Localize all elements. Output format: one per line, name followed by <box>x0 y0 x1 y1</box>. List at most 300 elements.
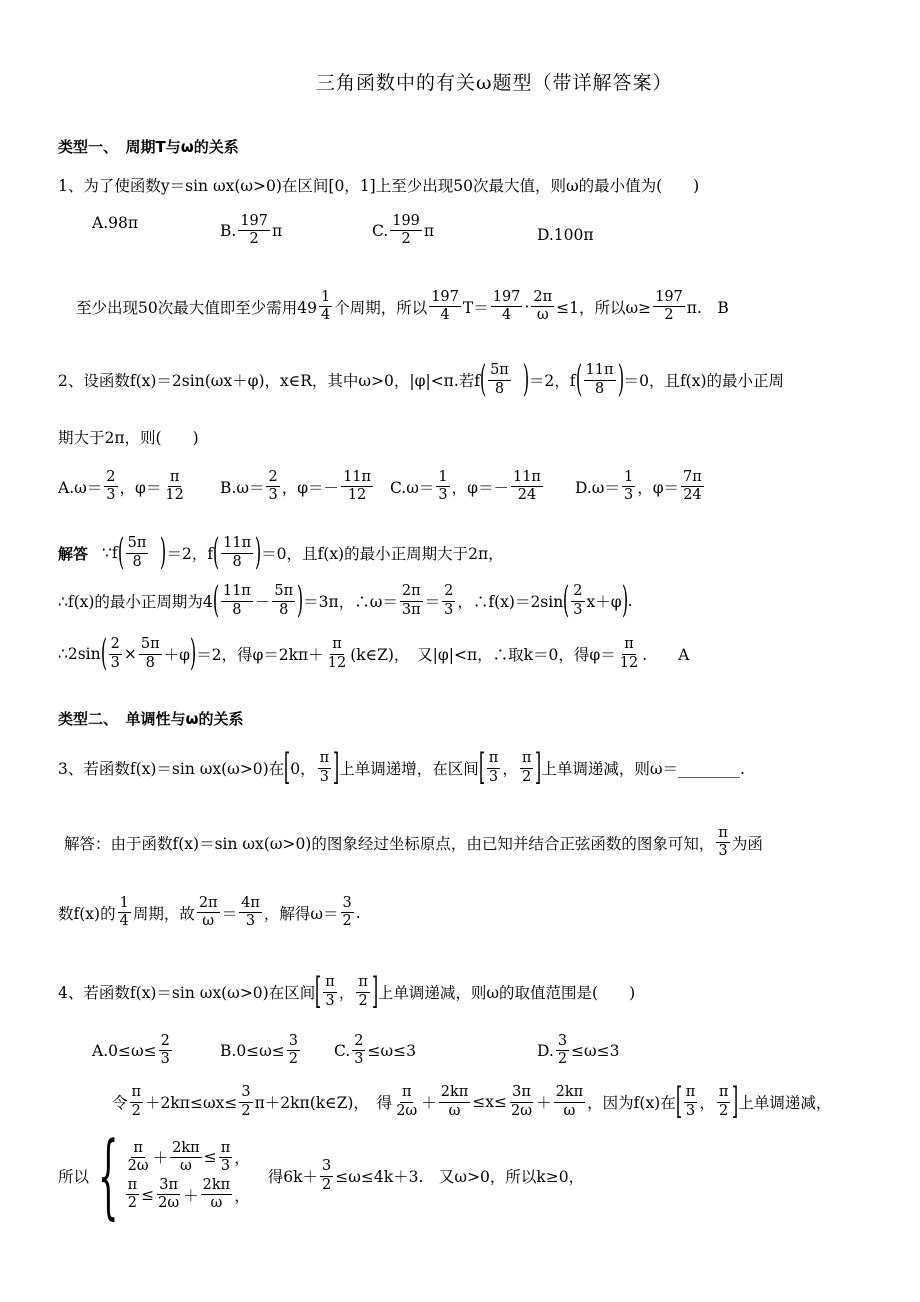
solution-text: ，因为f(x)在 <box>587 1094 676 1112</box>
answer-text: ，∴f(x)＝2sin <box>457 593 564 611</box>
denominator: 3 <box>220 1157 231 1174</box>
fraction <box>323 975 337 1008</box>
denominator: 4 <box>440 307 450 324</box>
fraction <box>622 470 635 503</box>
stem-text: 2、设函数f(x)＝2sin(ωx＋φ)，x∈R，其中ω>0，|φ|<π.若f <box>58 372 481 390</box>
fraction <box>320 1159 333 1192</box>
numerator: 7π <box>681 470 704 487</box>
fraction <box>126 1178 140 1211</box>
denominator: ω <box>180 1157 192 1174</box>
question-2-answer-line1 <box>58 532 504 573</box>
fraction <box>170 1141 202 1174</box>
denominator: 4 <box>501 307 512 324</box>
solution-text: ≤x≤ <box>472 1093 508 1111</box>
solution-text: 上单调递减， <box>738 1094 832 1112</box>
question-2-answer-line3 <box>58 633 690 674</box>
numerator: π <box>168 470 182 487</box>
denominator: 4 <box>119 913 129 930</box>
solution-text: ＝ <box>221 904 238 923</box>
fraction <box>104 470 117 503</box>
answer-text: . <box>627 592 633 610</box>
stem-text: ， <box>502 760 518 778</box>
fraction <box>618 637 640 670</box>
question-1-option-a <box>92 214 138 232</box>
solution-text: ， <box>699 1094 715 1112</box>
fraction <box>239 1085 252 1118</box>
fraction <box>130 1085 144 1118</box>
denominator: 8 <box>232 553 242 570</box>
denominator: 8 <box>145 654 155 671</box>
solution-text: 数f(x)的 <box>58 904 116 923</box>
fraction <box>520 751 534 784</box>
fraction <box>684 1085 698 1118</box>
option-text: A.98π <box>92 214 139 232</box>
denominator: 3 <box>488 768 499 785</box>
solution-text: ，解得ω＝ <box>263 904 339 923</box>
answer-text: x＋φ <box>586 593 622 611</box>
paren-open: ( <box>479 359 487 400</box>
fraction <box>400 584 423 617</box>
bracket-close: ] <box>371 971 379 1012</box>
solution-text: ＋ <box>421 1094 437 1112</box>
numerator: π <box>219 1141 233 1158</box>
numerator: 197 <box>491 290 523 307</box>
option-text: π <box>272 221 283 240</box>
fraction <box>531 290 554 323</box>
numerator: π <box>126 1178 140 1195</box>
solution-text: ＋2kπ≤ωx≤ <box>145 1094 238 1112</box>
solution-text: ＋ <box>183 1186 199 1205</box>
denominator: 2 <box>557 1051 568 1068</box>
numerator: 2π <box>531 290 554 307</box>
numerator: 2kπ <box>439 1085 471 1102</box>
fraction <box>238 214 270 247</box>
denominator: 3 <box>354 1051 364 1068</box>
denominator: 3 <box>160 1051 170 1068</box>
denominator: 8 <box>132 553 142 570</box>
fraction <box>126 1141 151 1174</box>
fraction <box>266 470 279 503</box>
denominator: 2 <box>664 307 674 324</box>
denominator: 3 <box>623 487 634 504</box>
denominator: ω <box>210 1195 223 1212</box>
denominator: 3 <box>444 601 454 618</box>
fraction <box>352 1034 365 1067</box>
denominator: 2 <box>521 768 532 785</box>
numerator: 11π <box>511 470 543 487</box>
question-2-option-d <box>575 470 706 503</box>
question-3-stem <box>58 747 745 788</box>
question-4-solution-line2 <box>58 1122 585 1229</box>
option-text: A.0≤ω≤ <box>92 1041 157 1060</box>
answer-text: ＋φ <box>163 646 191 664</box>
numerator: 3π <box>157 1178 180 1195</box>
fraction <box>509 1085 534 1118</box>
numerator: π <box>684 1085 698 1102</box>
question-4-solution-line1 <box>112 1081 832 1122</box>
option-text: B.ω＝ <box>220 478 265 497</box>
denominator: 12 <box>347 487 367 504</box>
numerator: π <box>130 1085 144 1102</box>
solution-text: 个周期，所以 <box>334 298 428 317</box>
numerator: 1 <box>118 896 131 913</box>
numerator: π <box>318 751 332 768</box>
denominator: 2 <box>241 1102 251 1119</box>
denominator: 2ω <box>511 1102 533 1119</box>
paren-close: ) <box>621 580 628 621</box>
fraction <box>109 637 122 670</box>
denominator: 3 <box>325 992 335 1009</box>
numerator: 2kπ <box>201 1178 233 1195</box>
answer-text: ＝2，得φ＝2kπ＋ <box>196 646 324 664</box>
option-text: D.100π <box>537 226 594 244</box>
fraction <box>272 584 295 617</box>
stem-text: 上单调递减，则ω的取值范围是( ) <box>377 984 636 1002</box>
option-text: π <box>423 221 435 240</box>
answer-text: ∵f <box>102 544 118 562</box>
numerator: 2 <box>571 584 584 601</box>
solution-text: π＋2kπ(k∈Z)， 得 <box>254 1094 393 1112</box>
numerator: π <box>622 637 636 654</box>
section-heading-type2 <box>58 708 244 729</box>
fraction <box>318 751 332 784</box>
stem-text: 上单调递减，则ω＝________. <box>541 760 745 778</box>
denominator: 3 <box>685 1102 696 1119</box>
numerator: 2π <box>400 584 423 601</box>
fraction <box>390 214 422 247</box>
option-label: C. <box>372 221 389 240</box>
heading-text: 类型一、 周期T与ω的关系 <box>58 138 239 156</box>
paren-open: ( <box>117 532 124 573</box>
paren-open: ( <box>563 580 570 621</box>
denominator: 2 <box>401 231 411 248</box>
option-text: ≤ω≤3 <box>367 1041 416 1060</box>
fraction <box>716 826 730 859</box>
fraction <box>201 1178 233 1211</box>
fraction <box>584 363 616 396</box>
numerator: 2 <box>352 1034 365 1051</box>
bracket-open: [ <box>478 747 485 788</box>
fraction <box>429 290 461 323</box>
fraction <box>118 896 131 929</box>
numerator: 3 <box>556 1034 569 1051</box>
denominator: 3π <box>401 601 421 618</box>
numerator: 4π <box>239 896 262 913</box>
solution-text: 为函 <box>731 834 763 853</box>
paren-open: ( <box>575 359 582 400</box>
numerator: 197 <box>653 290 685 307</box>
fraction <box>439 1085 471 1118</box>
fraction <box>394 1085 419 1118</box>
fraction <box>156 1178 181 1211</box>
numerator: 11π <box>221 536 253 553</box>
numerator: 2 <box>104 470 117 487</box>
fraction <box>717 1085 731 1118</box>
fraction <box>159 1034 172 1067</box>
section-heading-type1 <box>58 136 239 157</box>
question-1-option-d <box>537 226 594 244</box>
solution-text: 得6k＋ <box>267 1168 318 1186</box>
option-text: C.ω＝ <box>390 478 435 497</box>
denominator: 8 <box>279 601 289 618</box>
question-2-option-c <box>390 470 545 503</box>
numerator: 3 <box>320 1159 333 1176</box>
question-2-stem <box>58 359 785 400</box>
denominator: 3 <box>718 843 728 860</box>
fraction <box>571 584 584 617</box>
fraction <box>219 1141 233 1174</box>
solution-text: ， <box>234 1149 250 1168</box>
denominator: 2 <box>322 1176 332 1193</box>
answer-text: ＝3π，∴ω＝ <box>303 593 398 611</box>
fraction <box>491 290 523 323</box>
solution-text: 令 <box>112 1094 128 1112</box>
solution-text: ≤ <box>141 1185 155 1204</box>
option-text: ，φ＝－ <box>281 478 340 497</box>
option-text: ≤ω≤3 <box>571 1041 620 1060</box>
denominator: 2 <box>249 231 259 248</box>
denominator: 8 <box>494 380 505 397</box>
question-2-option-b <box>220 470 375 503</box>
stem-text: 3、若函数f(x)＝sin ωx(ω>0)在 <box>58 760 285 778</box>
denominator: 3 <box>106 487 116 504</box>
denominator: 2 <box>288 1051 299 1068</box>
denominator: 12 <box>165 487 184 504</box>
paren-close: ) <box>254 532 262 573</box>
fraction <box>221 584 253 617</box>
denominator: 3 <box>268 487 278 504</box>
numerator: π <box>716 826 730 843</box>
bracket-close: ] <box>333 747 340 788</box>
numerator: 2 <box>442 584 455 601</box>
bracket-close: ] <box>535 747 542 788</box>
numerator: 11π <box>341 470 373 487</box>
denominator: 3 <box>573 601 583 618</box>
solution-text: π. B <box>686 298 729 317</box>
bracket-open: [ <box>315 971 322 1012</box>
stem-text: ＝2，f <box>528 372 576 390</box>
numerator: 2π <box>197 896 220 913</box>
denominator: 4 <box>320 307 331 324</box>
fraction <box>163 470 185 503</box>
numerator: 5π <box>139 637 162 654</box>
title-text: 三角函数中的有关ω题型（带详解答案） <box>316 72 673 94</box>
numerator: 5π <box>272 584 295 601</box>
option-text: ，φ＝ <box>637 478 680 497</box>
fraction <box>554 1085 586 1118</box>
denominator: 8 <box>594 380 605 397</box>
question-4-option-c <box>334 1034 416 1067</box>
fraction <box>319 290 332 323</box>
inequality-system <box>89 1122 250 1229</box>
denominator: 2ω <box>396 1102 418 1119</box>
stem-text: 上单调递增，在区间 <box>339 760 479 778</box>
paren-close: ) <box>617 359 624 400</box>
denominator: 3 <box>110 654 120 671</box>
question-4-option-d <box>537 1034 620 1067</box>
answer-text: ＝ <box>424 593 441 611</box>
question-4-option-b <box>220 1034 302 1067</box>
numerator: 3 <box>287 1034 300 1051</box>
fraction <box>681 470 704 503</box>
denominator: 3 <box>319 768 330 785</box>
solution-text: . <box>355 903 361 922</box>
solution-text: 周期，故 <box>132 904 195 923</box>
answer-label: 解答 <box>58 544 89 563</box>
solution-text: T＝ <box>462 298 489 317</box>
numerator: 2kπ <box>554 1085 586 1102</box>
paren-close: ) <box>522 359 530 400</box>
fraction <box>341 896 354 929</box>
numerator: 1 <box>622 470 635 487</box>
system-row-1 <box>124 1141 250 1174</box>
numerator: 199 <box>390 214 422 231</box>
question-4-stem <box>58 971 636 1012</box>
fraction <box>556 1034 569 1067</box>
answer-text: ∴2sin <box>58 645 101 663</box>
stem-text: 4、若函数f(x)＝sin ωx(ω>0)在区间 <box>58 984 316 1002</box>
paren-open: ( <box>212 532 220 573</box>
solution-text: ＋ <box>536 1094 552 1112</box>
heading-text: 类型二、 单调性与ω的关系 <box>58 710 244 728</box>
answer-text: . A <box>642 646 690 664</box>
system-rows <box>124 1141 250 1212</box>
numerator: 3 <box>341 896 354 913</box>
denominator: ω <box>563 1102 576 1119</box>
denominator: 24 <box>683 487 702 504</box>
option-text: B.0≤ω≤ <box>220 1041 285 1060</box>
denominator: 12 <box>619 654 639 671</box>
stem-text: 1、为了使函数y＝sin ωx(ω>0)在区间[0，1]上至少出现50次最大值，则ω的最小值为( ) <box>58 177 700 195</box>
answer-text: ∴f(x)的最小正周期为4 <box>58 593 213 611</box>
solution-text: 至少出现50次最大值即至少需用49 <box>76 298 317 317</box>
solution-text: 解答：由于函数f(x)＝sin ωx(ω>0)的图象经过坐标原点，由已知并结合正弦函数的图象可知， <box>64 834 715 853</box>
bracket-open: [ <box>284 747 291 788</box>
fraction <box>436 470 449 503</box>
denominator: 2 <box>127 1195 137 1212</box>
fraction <box>653 290 685 323</box>
paren-open: ( <box>100 633 107 674</box>
option-text: ，φ＝－ <box>451 478 509 497</box>
fraction <box>221 536 253 569</box>
fraction <box>326 637 348 670</box>
question-3-solution-line2 <box>58 896 361 929</box>
numerator: 197 <box>429 290 461 307</box>
question-1-option-b <box>220 214 282 247</box>
solution-text: ≤ω≤4k＋3. 又ω>0，所以k≥0， <box>335 1168 585 1186</box>
numerator: 1 <box>436 470 449 487</box>
option-text: A.ω＝ <box>58 478 103 497</box>
bracket-close: ] <box>732 1081 739 1122</box>
paren-close: ) <box>189 633 197 674</box>
fraction <box>356 975 370 1008</box>
question-2-option-a <box>58 470 188 503</box>
solution-text: ≤ <box>203 1148 217 1167</box>
denominator: 24 <box>517 487 537 504</box>
solution-text: · <box>524 297 530 316</box>
question-2-answer-line2 <box>58 580 633 621</box>
question-4-option-a <box>92 1034 174 1067</box>
denominator: 2 <box>131 1102 141 1119</box>
question-1-solution <box>76 290 729 323</box>
question-3-solution-line1 <box>64 826 763 859</box>
numerator: 11π <box>221 584 253 601</box>
numerator: 11π <box>584 363 616 380</box>
page-title <box>316 68 673 95</box>
answer-text: × <box>123 645 137 663</box>
numerator: π <box>323 975 337 992</box>
denominator: 2ω <box>127 1157 149 1174</box>
solution-text: 所以 <box>58 1168 90 1186</box>
numerator: π <box>487 751 501 768</box>
fraction <box>487 751 501 784</box>
numerator: π <box>356 975 370 992</box>
numerator: π <box>131 1141 145 1158</box>
solution-text: ， <box>234 1186 250 1205</box>
numerator: 3 <box>239 1085 252 1102</box>
option-label: B. <box>220 221 237 240</box>
paren-open: ( <box>212 580 219 621</box>
fraction <box>239 896 262 929</box>
numerator: π <box>330 637 344 654</box>
option-text: ，φ＝ <box>119 478 162 497</box>
question-2-stem-cont <box>58 426 199 448</box>
bracket-open: [ <box>675 1081 682 1122</box>
question-1-stem <box>58 174 699 196</box>
stem-text: ＝0，且f(x)的最小正周 <box>623 372 785 390</box>
fraction <box>287 1034 300 1067</box>
numerator: 3π <box>510 1085 533 1102</box>
numerator: 2 <box>109 637 122 654</box>
numerator: 5π <box>488 363 511 380</box>
denominator: 2ω <box>158 1195 180 1212</box>
numerator: π <box>717 1085 731 1102</box>
brace-open: { <box>98 1122 119 1229</box>
numerator: π <box>400 1085 414 1102</box>
denominator: 8 <box>232 601 242 618</box>
solution-text: ≤1，所以ω≥ <box>556 298 652 317</box>
numerator: 2 <box>266 470 279 487</box>
option-text: D.ω＝ <box>575 478 620 497</box>
answer-text: － <box>254 593 271 611</box>
denominator: ω <box>448 1102 461 1119</box>
denominator: ω <box>202 913 215 930</box>
numerator: 1 <box>319 290 332 307</box>
denominator: 2 <box>342 913 352 930</box>
fraction <box>197 896 220 929</box>
denominator: ω <box>536 307 549 324</box>
option-text: C. <box>334 1041 351 1060</box>
fraction <box>442 584 455 617</box>
denominator: 2 <box>358 992 368 1009</box>
question-1-option-c <box>372 214 434 247</box>
fraction <box>341 470 373 503</box>
answer-text: (k∈Z)， 又|φ|<π，∴取k＝0，得φ＝ <box>350 646 616 664</box>
fraction <box>511 470 543 503</box>
stem-text: 期大于2π，则( ) <box>58 429 199 447</box>
numerator: 2kπ <box>170 1141 202 1158</box>
stem-text: ， <box>338 984 355 1002</box>
paren-close: ) <box>160 532 167 573</box>
numerator: 5π <box>126 536 149 553</box>
answer-text: ＝2，f <box>166 545 214 563</box>
numerator: π <box>520 751 534 768</box>
denominator: 3 <box>438 487 448 504</box>
answer-text: ＝0，且f(x)的最小正周期大于2π， <box>261 545 504 563</box>
paren-close: ) <box>296 580 304 621</box>
option-text: D. <box>537 1041 554 1060</box>
system-row-2 <box>124 1178 250 1211</box>
